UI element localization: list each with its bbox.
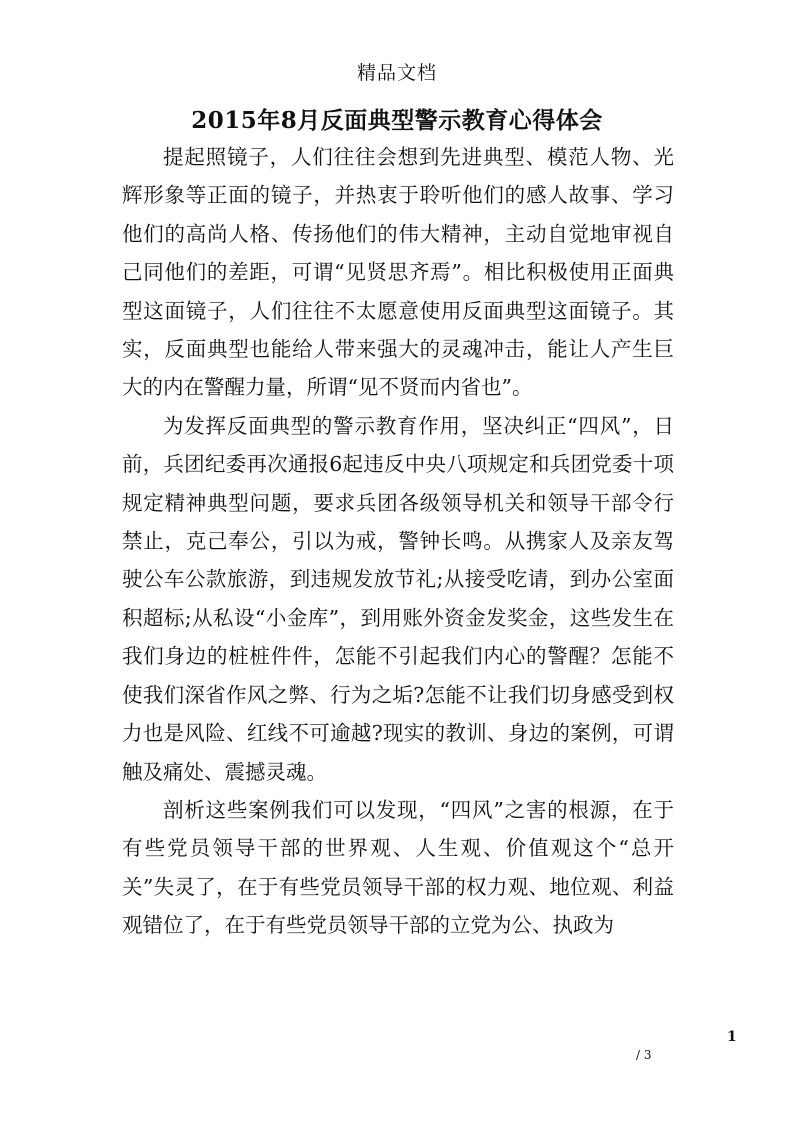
paragraph-1: 提起照镜子，人们往往会想到先进典型、模范人物、光辉形象等正面的镜子，并热衷于聆听他们的感人故事、学习他们的高尚人格、传扬他们的伟大精神，主动自觉地审视自己同他们的差距，可谓“见贤思齐焉”。相比积极使用正面典型这面镜子，人们往往不太愿意使用反面典型这面镜子。其实，反面典型也能给人带来强大的灵魂冲击，能让人产生巨大的内在警醒力量，所谓“见不贤而内省也”。: [122, 145, 674, 400]
document-title: 2015年8月反面典型警示教育心得体会: [191, 107, 603, 134]
paragraph-2: 为发挥反面典型的警示教育作用，坚决纠正“四风”，日前，兵团纪委再次通报6起违反中央八项规定和兵团党委十项规定精神典型问题，要求兵团各级领导机关和领导干部令行禁止，克己奉公，引以为戒，警钟长鸣。从携家人及亲友驾驶公车公款旅游，到违规发放节礼;从接受吃请，到办公室面积超标;从私设“小金库”，到用账外资金发奖金，这些发生在我们身边的桩桩件件，怎能不引起我们内心的警醒？怎能不使我们深省作风之弊、行为之垢?怎能不让我们切身感受到权力也是风险、红线不可逾越?现实的教训、身边的案例，可谓触及痛处、震撼灵魂。: [122, 413, 674, 784]
document-body: [122, 138, 674, 945]
document-header: 精品文档: [356, 62, 437, 84]
page-total: / 3: [636, 1048, 652, 1062]
paragraph-3: 剖析这些案例我们可以发现，“四风”之害的根源，在于有些党员领导干部的世界观、人生观、价值观这个“总开关”失灵了，在于有些党员领导干部的权力观、地位观、利益观错位了，在于有些党员领导干部的立党为公、执政为: [122, 797, 674, 938]
page-number: 1: [727, 1029, 737, 1045]
